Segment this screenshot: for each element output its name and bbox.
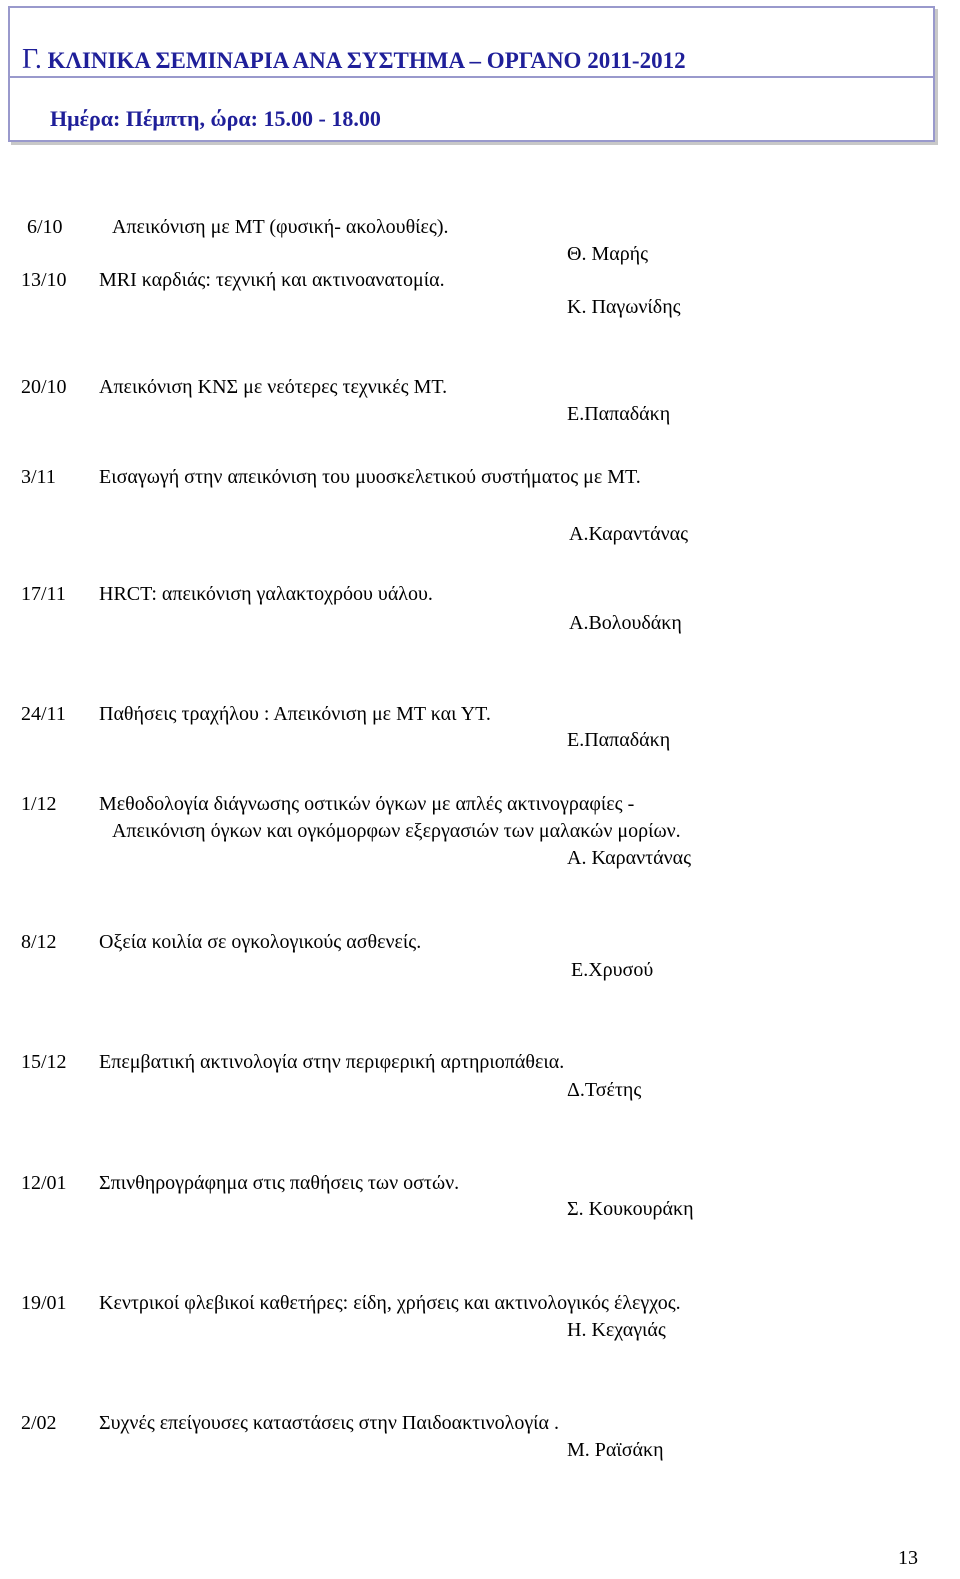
seminar-speaker: Κ. Παγωνίδης bbox=[567, 296, 681, 318]
seminar-date: 8/12 bbox=[21, 931, 57, 953]
seminar-date: 20/10 bbox=[21, 376, 67, 398]
seminar-topic: HRCT: απεικόνιση γαλακτοχρόου υάλου. bbox=[99, 583, 433, 605]
seminar-date: 19/01 bbox=[21, 1292, 67, 1314]
seminar-speaker: Δ.Τσέτης bbox=[567, 1079, 642, 1101]
seminar-date: 13/10 bbox=[21, 269, 67, 291]
seminar-speaker: Ε.Παπαδάκη bbox=[567, 729, 671, 751]
seminar-topic: Απεικόνιση με ΜΤ (φυσική- ακολουθίες). bbox=[112, 216, 449, 238]
seminar-topic: Μεθοδολογία διάγνωσης οστικών όγκων με απλές ακτινογραφίες - bbox=[99, 793, 635, 815]
title-text: ΚΛΙΝΙΚΑ ΣΕΜΙΝΑΡΙΑ ΑΝΑ ΣΥΣΤΗΜΑ – ΟΡΓΑΝΟ 2011-2012 bbox=[41, 48, 686, 73]
seminar-speaker: Ε.Παπαδάκη bbox=[567, 403, 671, 425]
seminar-topic: Οξεία κοιλία σε ογκολογικούς ασθενείς. bbox=[99, 931, 422, 953]
seminar-date: 12/01 bbox=[21, 1172, 67, 1194]
header-divider bbox=[10, 76, 933, 78]
seminar-speaker: Μ. Ραϊσάκη bbox=[567, 1439, 664, 1461]
seminar-topic-continued: Απεικόνιση όγκων και ογκόμορφων εξεργασιών των μαλακών μορίων. bbox=[112, 820, 681, 842]
seminar-speaker: Α.Καραντάνας bbox=[569, 523, 689, 545]
seminar-topic: Παθήσεις τραχήλου : Απεικόνιση με ΜΤ και ΥΤ. bbox=[99, 703, 491, 725]
seminar-speaker: Α.Βολουδάκη bbox=[569, 612, 682, 634]
seminar-date: 3/11 bbox=[21, 466, 56, 488]
seminar-topic: Απεικόνιση ΚΝΣ με νεότερες τεχνικές ΜΤ. bbox=[99, 376, 448, 398]
page-number: 13 bbox=[898, 1547, 918, 1569]
seminar-date: 24/11 bbox=[21, 703, 66, 725]
seminar-speaker: Α. Καραντάνας bbox=[567, 847, 692, 869]
seminar-topic: Επεμβατική ακτινολογία στην περιφερική αρτηριοπάθεια. bbox=[99, 1051, 565, 1073]
seminar-topic: Εισαγωγή στην απεικόνιση του μυοσκελετικού συστήματος με ΜΤ. bbox=[99, 466, 641, 488]
seminar-date: 17/11 bbox=[21, 583, 66, 605]
seminar-date: 2/02 bbox=[21, 1412, 57, 1434]
seminar-date: 1/12 bbox=[21, 793, 57, 815]
seminar-date: 15/12 bbox=[21, 1051, 67, 1073]
seminar-speaker: Η. Κεχαγιάς bbox=[567, 1319, 666, 1341]
section-letter: Γ. bbox=[22, 44, 42, 75]
schedule-subtitle: Ημέρα: Πέμπτη, ώρα: 15.00 - 18.00 bbox=[50, 106, 381, 131]
seminar-speaker: Θ. Μαρής bbox=[567, 243, 649, 265]
seminar-topic: Κεντρικοί φλεβικοί καθετήρες: είδη, χρήσεις και ακτινολογικός έλεγχος. bbox=[99, 1292, 681, 1314]
seminar-topic: Συχνές επείγουσες καταστάσεις στην Παιδοακτινολογία . bbox=[99, 1412, 560, 1434]
seminar-date: 6/10 bbox=[27, 216, 63, 238]
seminar-topic: MRI καρδιάς: τεχνική και ακτινοανατομία. bbox=[99, 269, 445, 291]
page-title bbox=[22, 44, 686, 76]
seminar-speaker: Σ. Κουκουράκη bbox=[567, 1198, 694, 1220]
seminar-speaker: Ε.Χρυσού bbox=[571, 959, 654, 981]
seminar-topic: Σπινθηρογράφημα στις παθήσεις των οστών. bbox=[99, 1172, 460, 1194]
header-box bbox=[8, 6, 935, 142]
